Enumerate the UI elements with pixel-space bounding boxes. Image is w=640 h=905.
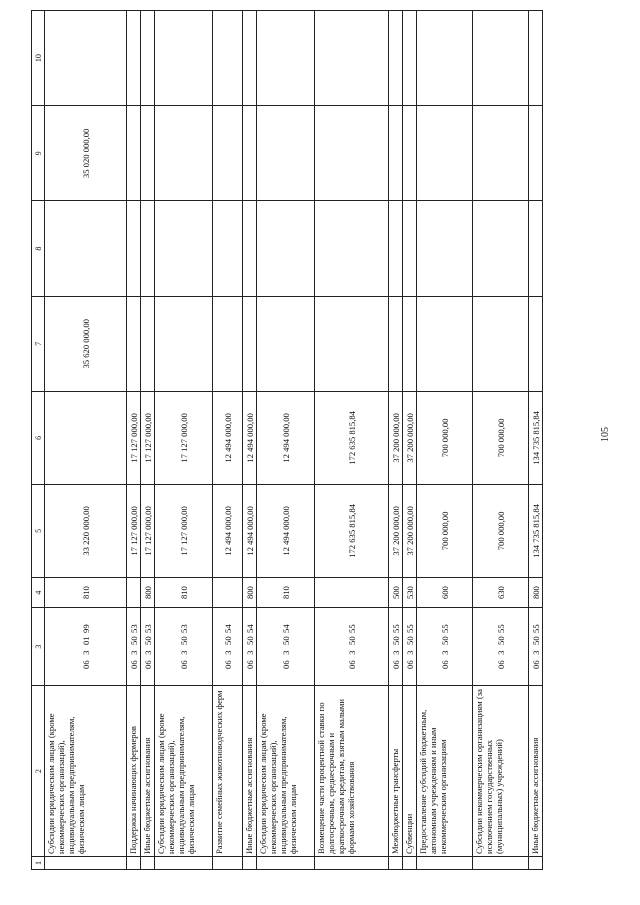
code-part: 50 [280,636,291,645]
table-row [243,11,257,870]
code-part: 50 [439,636,450,645]
header-cell-5: 5 [32,484,45,577]
cell-c5: 12 494 000,00 [213,484,243,577]
cell-code [315,608,389,686]
code-part: 99 [80,624,91,633]
table-row [529,11,543,870]
cell-c6: 37 200 000,00 [389,391,403,484]
cell-c5: 17 127 000,00 [155,484,213,577]
cell-c9 [127,106,141,201]
code-part: 50 [390,636,401,645]
code-part: 50 [142,636,153,645]
cell-code [45,608,127,686]
cell-code [243,608,257,686]
cell-c10 [473,11,529,106]
cell-c10 [155,11,213,106]
cell-vr [213,577,243,607]
cell-c7 [141,296,155,391]
cell-c8 [315,201,389,296]
cell-c7 [473,296,529,391]
cell-c6: 700 000,00 [473,391,529,484]
cell-c5: 134 735 815,84 [529,484,543,577]
cell-c9: 35 020 000,00 [45,106,127,201]
table-row [127,11,141,870]
code-part: 50 [495,636,506,645]
cell-c6: 17 127 000,00 [155,391,213,484]
code-part: 06 [530,660,541,669]
code-part: 50 [222,636,233,645]
header-cell-4: 4 [32,577,45,607]
code-part: 3 [178,650,189,655]
cell-c5: 33 220 000,00 [45,484,127,577]
cell-c8 [257,201,315,296]
header-row [32,11,45,870]
cell-c7 [127,296,141,391]
budget-table [31,10,543,870]
cell-c9 [417,106,473,201]
cell-blank [45,857,127,870]
cell-code [529,608,543,686]
cell-c5: 700 000,00 [417,484,473,577]
cell-c10 [213,11,243,106]
cell-name: Предоставление субсидий бюджетным, автономным учреждениям и иным некоммерческим организациям [417,686,473,857]
cell-c10 [243,11,257,106]
code-part: 06 [222,660,233,669]
cell-c10 [417,11,473,106]
cell-vr [127,577,141,607]
cell-c10 [257,11,315,106]
header-cell-1: 1 [32,857,45,870]
cell-c8 [155,201,213,296]
cell-name: Межбюджетные трансферты [389,686,403,857]
cell-code [141,608,155,686]
cell-c9 [403,106,417,201]
header-cell-3: 3 [32,608,45,686]
cell-blank [473,857,529,870]
code-part: 3 [128,650,139,655]
cell-c9 [243,106,257,201]
header-cell-8: 8 [32,201,45,296]
code-part: 55 [530,624,541,633]
cell-c7 [257,296,315,391]
code-part: 06 [390,660,401,669]
cell-c5: 172 635 815,84 [315,484,389,577]
table-row [389,11,403,870]
code-part: 53 [128,624,139,633]
code-part: 06 [244,660,255,669]
rotated-table-container [31,10,576,870]
cell-c10 [141,11,155,106]
cell-vr: 810 [155,577,213,607]
cell-name: Иные бюджетные ассигнования [243,686,257,857]
cell-c10 [529,11,543,106]
cell-vr [315,577,389,607]
cell-c9 [257,106,315,201]
cell-c8 [417,201,473,296]
cell-code [389,608,403,686]
cell-c6: 172 635 815,84 [315,391,389,484]
cell-blank [403,857,417,870]
code-part: 55 [390,624,401,633]
header-cell-7: 7 [32,296,45,391]
cell-c6: 12 494 000,00 [213,391,243,484]
code-part: 3 [530,650,541,655]
cell-c5: 37 200 000,00 [389,484,403,577]
code-part: 3 [80,650,91,655]
code-part: 55 [495,624,506,633]
table-row [213,11,243,870]
cell-c10 [45,11,127,106]
cell-code [257,608,315,686]
table-row [141,11,155,870]
header-cell-2: 2 [32,686,45,857]
cell-name: Субсидии юридическим лицам (кроме некоммерческих организаций), индивидуальным предпринимателям, физическим лицам [257,686,315,857]
cell-code [127,608,141,686]
cell-c9 [529,106,543,201]
cell-c10 [127,11,141,106]
code-part: 53 [178,624,189,633]
cell-c8 [389,201,403,296]
page-number: 105 [600,427,611,442]
cell-blank [257,857,315,870]
table-row [473,11,529,870]
cell-vr: 810 [45,577,127,607]
cell-c7 [155,296,213,391]
cell-c7 [403,296,417,391]
cell-blank [529,857,543,870]
cell-c7 [529,296,543,391]
cell-name: Субсидии юридическим лицам (кроме некоммерческих организаций), индивидуальным предпринимателям, физическим лицам [155,686,213,857]
cell-c7 [213,296,243,391]
code-part: 50 [530,636,541,645]
cell-blank [213,857,243,870]
code-part: 54 [244,624,255,633]
code-part: 3 [390,650,401,655]
code-part: 06 [404,660,415,669]
code-part: 55 [404,624,415,633]
code-part: 55 [439,624,450,633]
cell-vr: 600 [417,577,473,607]
cell-vr: 630 [473,577,529,607]
cell-c8 [403,201,417,296]
cell-c8 [141,201,155,296]
cell-vr: 800 [529,577,543,607]
cell-name: Иные бюджетные ассигнования [529,686,543,857]
table-row [417,11,473,870]
header-cell-10: 10 [32,11,45,106]
code-part: 50 [346,636,357,645]
code-part: 50 [244,636,255,645]
cell-vr: 800 [243,577,257,607]
cell-name: Возмещение части процентной ставки по долгосрочным, среднесрочным и краткосрочным кредитам, взятым малыми формами хозяйствования [315,686,389,857]
cell-c6: 17 127 000,00 [141,391,155,484]
cell-c9 [155,106,213,201]
cell-c6: 17 127 000,00 [127,391,141,484]
cell-c5: 17 127 000,00 [141,484,155,577]
cell-c8 [243,201,257,296]
code-part: 3 [439,650,450,655]
cell-blank [315,857,389,870]
code-part: 01 [80,636,91,645]
cell-c6: 37 200 000,00 [403,391,417,484]
cell-code [473,608,529,686]
cell-code [403,608,417,686]
cell-c5: 17 127 000,00 [127,484,141,577]
code-part: 54 [222,624,233,633]
cell-c8 [45,201,127,296]
code-part: 3 [222,650,233,655]
cell-c5: 12 494 000,00 [243,484,257,577]
cell-c9 [141,106,155,201]
cell-code [155,608,213,686]
code-part: 3 [404,650,415,655]
cell-vr: 530 [403,577,417,607]
cell-c6: 12 494 000,00 [243,391,257,484]
cell-c9 [315,106,389,201]
cell-c9 [473,106,529,201]
code-part: 53 [142,624,153,633]
cell-c10 [389,11,403,106]
header-cell-9: 9 [32,106,45,201]
cell-vr: 500 [389,577,403,607]
code-part: 06 [178,660,189,669]
cell-name: Развитие семейных животноводческих ферм [213,686,243,857]
code-part: 06 [439,660,450,669]
code-part: 06 [80,660,91,669]
cell-c7 [389,296,403,391]
code-part: 3 [244,650,255,655]
cell-c8 [529,201,543,296]
cell-c10 [315,11,389,106]
code-part: 3 [346,650,357,655]
table-row [45,11,127,870]
cell-blank [243,857,257,870]
code-part: 06 [346,660,357,669]
cell-vr: 800 [141,577,155,607]
cell-c5: 12 494 000,00 [257,484,315,577]
cell-code [213,608,243,686]
code-part: 50 [128,636,139,645]
header-cell-6: 6 [32,391,45,484]
cell-name: Субсидии некоммерческим организациям (за исключением государственных (муниципальных) учреждений) [473,686,529,857]
cell-vr: 810 [257,577,315,607]
code-part: 50 [178,636,189,645]
cell-c10 [403,11,417,106]
cell-c6: 12 494 000,00 [257,391,315,484]
cell-blank [417,857,473,870]
table-row [155,11,213,870]
cell-c6 [45,391,127,484]
code-part: 55 [346,624,357,633]
cell-c7 [315,296,389,391]
cell-c7: 35 620 000,00 [45,296,127,391]
code-part: 06 [280,660,291,669]
code-part: 50 [404,636,415,645]
code-part: 3 [495,650,506,655]
cell-c5: 37 200 000,00 [403,484,417,577]
table-row [403,11,417,870]
cell-blank [127,857,141,870]
code-part: 06 [142,660,153,669]
code-part: 3 [142,650,153,655]
cell-c9 [213,106,243,201]
cell-c5: 700 000,00 [473,484,529,577]
cell-blank [141,857,155,870]
code-part: 06 [495,660,506,669]
table-row [257,11,315,870]
cell-c6: 134 735 815,84 [529,391,543,484]
table-body [32,11,543,870]
code-part: 3 [280,650,291,655]
cell-c6: 700 000,00 [417,391,473,484]
cell-name: Иные бюджетные ассигнования [141,686,155,857]
cell-c8 [213,201,243,296]
cell-c8 [127,201,141,296]
cell-name: Субсидии юридическим лицам (кроме некоммерческих организаций), индивидуальным предпринимателям, физическим лицам [45,686,127,857]
cell-blank [155,857,213,870]
cell-c9 [389,106,403,201]
cell-blank [389,857,403,870]
cell-c8 [473,201,529,296]
cell-code [417,608,473,686]
cell-name: Субвенции [403,686,417,857]
cell-name: Поддержка начинающих фермеров [127,686,141,857]
code-part: 06 [128,660,139,669]
cell-c7 [417,296,473,391]
cell-c7 [243,296,257,391]
table-row [315,11,389,870]
code-part: 54 [280,624,291,633]
